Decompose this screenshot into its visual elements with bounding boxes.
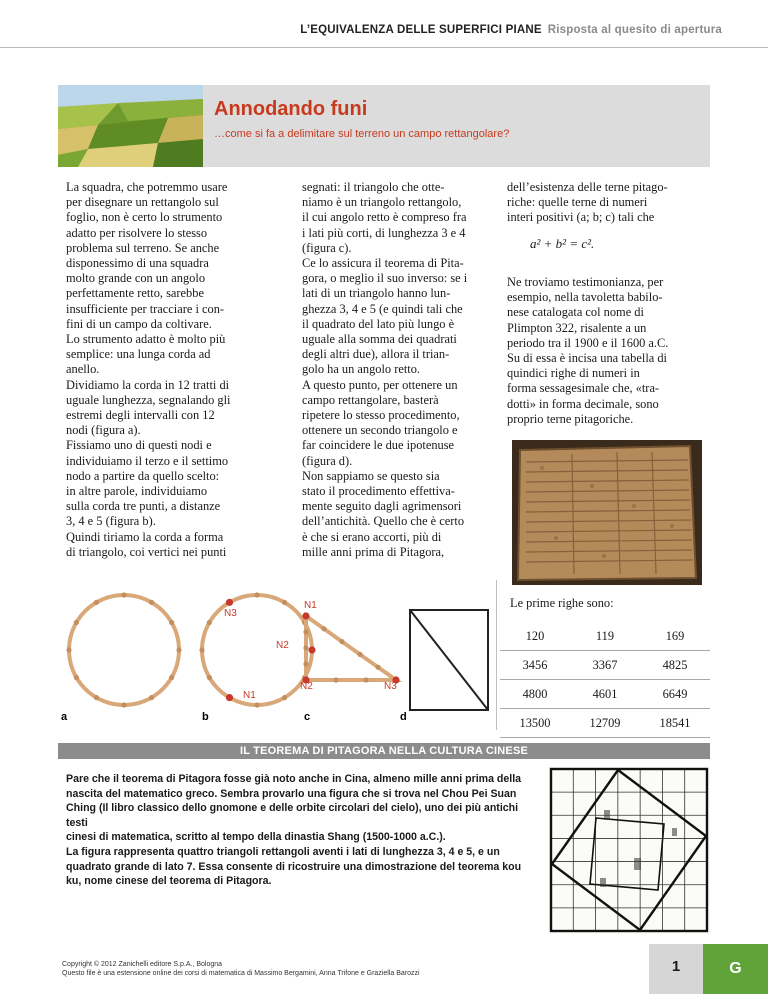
- knot: [254, 702, 259, 707]
- figure-label-c: c: [304, 711, 311, 723]
- figure-b-rope-ring: [199, 592, 315, 707]
- knot: [94, 695, 99, 700]
- table-cell: 4800: [500, 680, 570, 709]
- node-label-b-n2: N2: [276, 640, 289, 651]
- knot: [74, 675, 79, 680]
- figure-label-b: b: [202, 711, 209, 723]
- chou-pei-diagram: [548, 766, 710, 934]
- knot: [94, 600, 99, 605]
- knot: [207, 675, 212, 680]
- knot: [149, 600, 154, 605]
- knot: [169, 620, 174, 625]
- knot: [321, 626, 326, 631]
- body-column-2: segnati: il triangolo che otte- niamo è un triangolo rettangolo, il cui angolo retto è compreso fra i lati più corti, di lunghezza 3 e 4 (figura c). Ce lo assicura il teorema di Pita- gora, o meglio il suo inverso: se i lati di un triangolo hanno lun- ghezza 3, 4 e 5 (e quindi tali che il quadrato del lato più lungo è uguale alla somma dei quadrati degli altri due), allora il trian- golo ha un angolo retto. A questo punto, per ottenere un campo rettangolare, basterà ripetere lo stesso procedimento, ottenere un secondo triangolo e far coincidere le due ipotenuse (figura d). Non sappiamo se questo sia stato il procedimento effettiva- mente seguito dagli agrimensori dell’antichità. Quello che è certo è che si erano accorti, più di mille anni prima di Pitagora,: [302, 180, 468, 559]
- table-cell: 4825: [640, 651, 710, 680]
- knot: [254, 592, 259, 597]
- body-column-3b: Ne troviamo testimonianza, per esempio, nella tavoletta babilo- nese catalogata col nome di Plimpton 322, risalente a un periodo tra il 1900 e il 1600 a.C. Su di essa è incisa una tabella di quindici righe di numeri in forma sessagesimale che, «tra- dotti» in forma decimale, sono proprio terne pitagoriche.: [507, 275, 669, 426]
- rope-figures: [60, 588, 504, 738]
- table-cell: 6649: [640, 680, 710, 709]
- chinese-section-text: Pare che il teorema di Pitagora fosse già noto anche in Cina, almeno mille anni prima della nascita del matematico greco. Sembra provarlo una figura che si trova nel Chou Pei Suan Ching (Il libro classico dello gnomone e delle orbite circolari del cielo), uno dei più antichi testi cinesi di matematica, scritto al tempo della dinastia Shang (1500-1000 a.C.). La figura rappresenta quattro triangoli rettangoli aventi i lati di lunghezza 3, 4 e 5, e un quadrato grande di lato 7. Essa consente di ricostruire una dimostrazione del teorema kou ku, nome cinese del teorema di Pitagora.: [66, 773, 522, 888]
- table-row: [500, 709, 710, 738]
- table-cell: 4601: [570, 680, 640, 709]
- knot: [333, 677, 338, 682]
- triples-caption: Le prime righe sono:: [510, 596, 614, 610]
- figure-a-rope-ring: [66, 592, 181, 707]
- marked-knot: [302, 612, 309, 619]
- banner-subtitle: …come si fa a delimitare sul terreno un campo rettangolare?: [214, 128, 510, 140]
- copyright-footer: Copyright © 2012 Zanichelli editore S.p.A., Bologna Questo file è una estensione online dei corsi di matematica di Massimo Bergamini, Anna Trifone e Graziella Barozzi: [62, 961, 420, 977]
- page-number: 1: [671, 958, 681, 975]
- node-label-c-n2: N2: [300, 681, 313, 692]
- table-cell: 3456: [500, 651, 570, 680]
- node-label-c-n3: N3: [384, 681, 397, 692]
- header-section: L’EQUIVALENZA DELLE SUPERFICI PIANE: [300, 24, 542, 36]
- marked-knot: [308, 646, 315, 653]
- table-cell: 120: [500, 622, 570, 651]
- table-cell: 119: [570, 622, 640, 651]
- knot: [303, 629, 308, 634]
- figure-d-rectangle: [410, 610, 488, 710]
- table-cell: 3367: [570, 651, 640, 680]
- knot: [303, 661, 308, 666]
- pythagorean-formula: a² + b² = c².: [530, 236, 595, 251]
- knot: [149, 695, 154, 700]
- table-cell: 13500: [500, 709, 570, 738]
- chapter-tab: G: [703, 944, 768, 994]
- knot: [207, 620, 212, 625]
- node-label-b-n3: N3: [224, 608, 237, 619]
- pythagorean-triples-table: [500, 622, 710, 738]
- table-cell: 12709: [570, 709, 640, 738]
- body-column-3a: dell’esistenza delle terne pitago- riche: quelle terne di numeri interi positivi (a; b; c) tali che: [507, 180, 668, 225]
- table-row: [500, 680, 710, 709]
- knot: [282, 695, 287, 700]
- farm-fields-photo: [58, 85, 203, 167]
- knot: [121, 592, 126, 597]
- knot: [363, 677, 368, 682]
- knot: [121, 702, 126, 707]
- knot: [282, 600, 287, 605]
- figure-label-a: a: [61, 711, 68, 723]
- marked-knot: [226, 694, 233, 701]
- figure-label-d: d: [400, 711, 407, 723]
- column-divider: [496, 580, 497, 730]
- section-heading-bar: IL TEOREMA DI PITAGORA NELLA CULTURA CINESE: [58, 743, 710, 759]
- knot: [169, 675, 174, 680]
- marked-knot: [226, 599, 233, 606]
- table-row: [500, 622, 710, 651]
- table-row: [500, 651, 710, 680]
- plimpton-tablet-photo: [512, 440, 702, 585]
- body-column-1: La squadra, che potremmo usare per disegnare un rettangolo sul foglio, non è certo lo strumento adatto per risolvere lo stesso problema sul terreno. Se anche disponessimo di una squadra molto grande con un angolo perfettamente retto, sarebbe insufficiente per tracciare i con- fini di un campo da coltivare. Lo strumento adatto è molto più semplice: una lunga corda ad anello. Dividiamo la corda in 12 tratti di uguale lunghezza, segnalando gli estremi degli intervalli con 12 nodi (figura a). Fissiamo uno di questi nodi e individuiamo il terzo e il settimo nodo a partire da quello scelto: in altre parole, individuiamo sulla corda tre punti, a distanze 3, 4 e 5 (figura b). Quindi tiriamo la corda a forma di triangolo, coi vertici nei punti: [66, 180, 231, 559]
- figure-c-rope-triangle: [302, 612, 399, 683]
- knot: [357, 652, 362, 657]
- node-label-c-n1: N1: [304, 600, 317, 611]
- knot: [375, 665, 380, 670]
- table-cell: 169: [640, 622, 710, 651]
- header-rule: [0, 47, 768, 48]
- banner-title: Annodando funi: [214, 98, 368, 120]
- knot: [66, 647, 71, 652]
- knot: [74, 620, 79, 625]
- table-cell: 18541: [640, 709, 710, 738]
- running-header: [0, 24, 722, 36]
- node-label-b-n1: N1: [243, 690, 256, 701]
- knot: [199, 647, 204, 652]
- header-subsection: Risposta al quesito di apertura: [547, 24, 722, 36]
- knot: [303, 645, 308, 650]
- knot: [339, 639, 344, 644]
- knot: [176, 647, 181, 652]
